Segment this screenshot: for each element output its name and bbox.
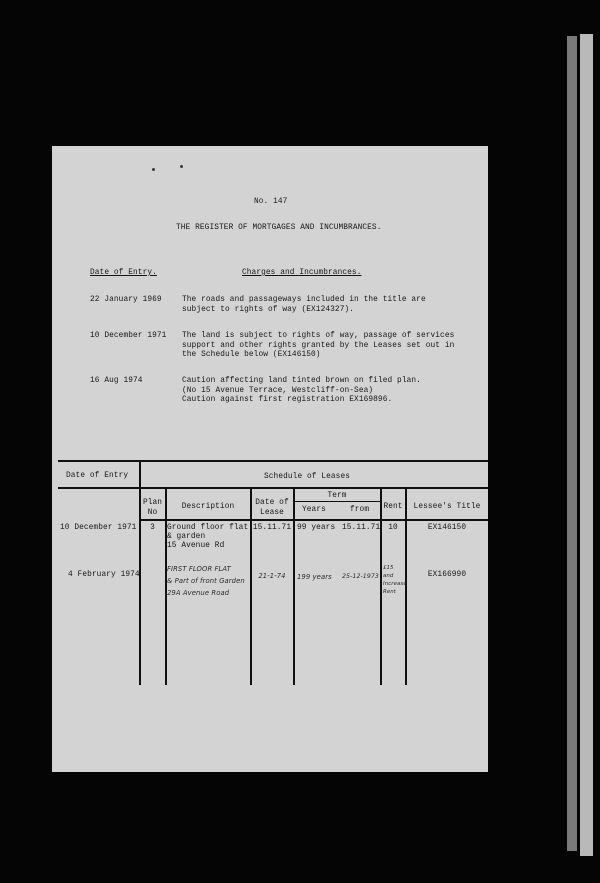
punch-hole-mark xyxy=(180,165,183,168)
row-1-title: EX146150 xyxy=(427,524,467,532)
date-of-entry-heading: Date of Entry. xyxy=(90,269,157,277)
charge-2-date: 10 December 1971 xyxy=(90,332,167,340)
charge-1-date: 22 January 1969 xyxy=(90,296,162,304)
row-2-rent: £15 and Increase Rent xyxy=(383,565,407,595)
row-2-lease-date: 21-1-74 xyxy=(258,572,286,580)
row-2-from: 25-12-1973 xyxy=(342,573,379,580)
table-header-rule xyxy=(58,487,488,489)
col-plan-no: Plan No xyxy=(142,499,163,517)
schedule-title: Schedule of Leases xyxy=(264,473,351,481)
col-term: Term xyxy=(327,492,347,500)
table-subheader-rule xyxy=(140,519,488,521)
charges-heading: Charges and Incumbrances. xyxy=(242,269,362,277)
col-years: Years xyxy=(302,506,326,514)
register-number: No. 147 xyxy=(254,198,288,206)
row-2-date: 4 February 1974 xyxy=(68,571,140,579)
adjacent-page-edge xyxy=(580,34,593,856)
table-column-divider xyxy=(293,487,295,685)
row-1-lease-date: 15.11.71 xyxy=(252,524,292,532)
row-1-date: 10 December 1971 xyxy=(60,524,137,532)
register-title: THE REGISTER OF MORTGAGES AND INCUMBRANCES. xyxy=(176,224,382,232)
register-page xyxy=(52,146,488,772)
charge-3-date: 16 Aug 1974 xyxy=(90,377,143,385)
row-1-plan: 3 xyxy=(150,524,155,532)
row-1-rent: 10 xyxy=(388,524,398,532)
row-1-years: 99 years xyxy=(297,524,336,532)
charge-2-text: The land is subject to rights of way, passage of services support and other rights granted by the Leases set out in the Schedule below (EX146150) xyxy=(182,332,455,360)
punch-hole-mark xyxy=(152,168,155,171)
table-column-divider xyxy=(380,487,382,685)
row-2-years: 199 years xyxy=(297,573,332,581)
row-2-title: EX166990 xyxy=(427,571,467,579)
col-lessee-title: Lessee's Title xyxy=(413,503,481,511)
charge-1-text: The roads and passageways included in the title are subject to rights of way (EX124327). xyxy=(182,296,426,314)
term-underline xyxy=(295,501,380,502)
col-description: Description xyxy=(181,503,235,511)
row-1-description: Ground floor flat & garden 15 Avenue Rd xyxy=(167,524,249,550)
col-date-of-lease: Date of Lease xyxy=(255,499,289,517)
col-rent: Rent xyxy=(383,503,403,511)
charge-3-text: Caution affecting land tinted brown on filed plan. (No 15 Avenue Terrace, Westcliff-on-Sea) Caution against first registration EX169896. xyxy=(182,377,421,405)
schedule-date-heading: Date of Entry xyxy=(66,472,129,480)
adjacent-page-edge xyxy=(567,36,577,851)
row-2-description: FIRST FLOOR FLAT & Part of front Garden 29A Avenue Road xyxy=(167,565,245,597)
row-1-from: 15.11.71 xyxy=(342,524,381,532)
table-top-rule xyxy=(58,460,488,462)
col-from: from xyxy=(350,506,370,514)
